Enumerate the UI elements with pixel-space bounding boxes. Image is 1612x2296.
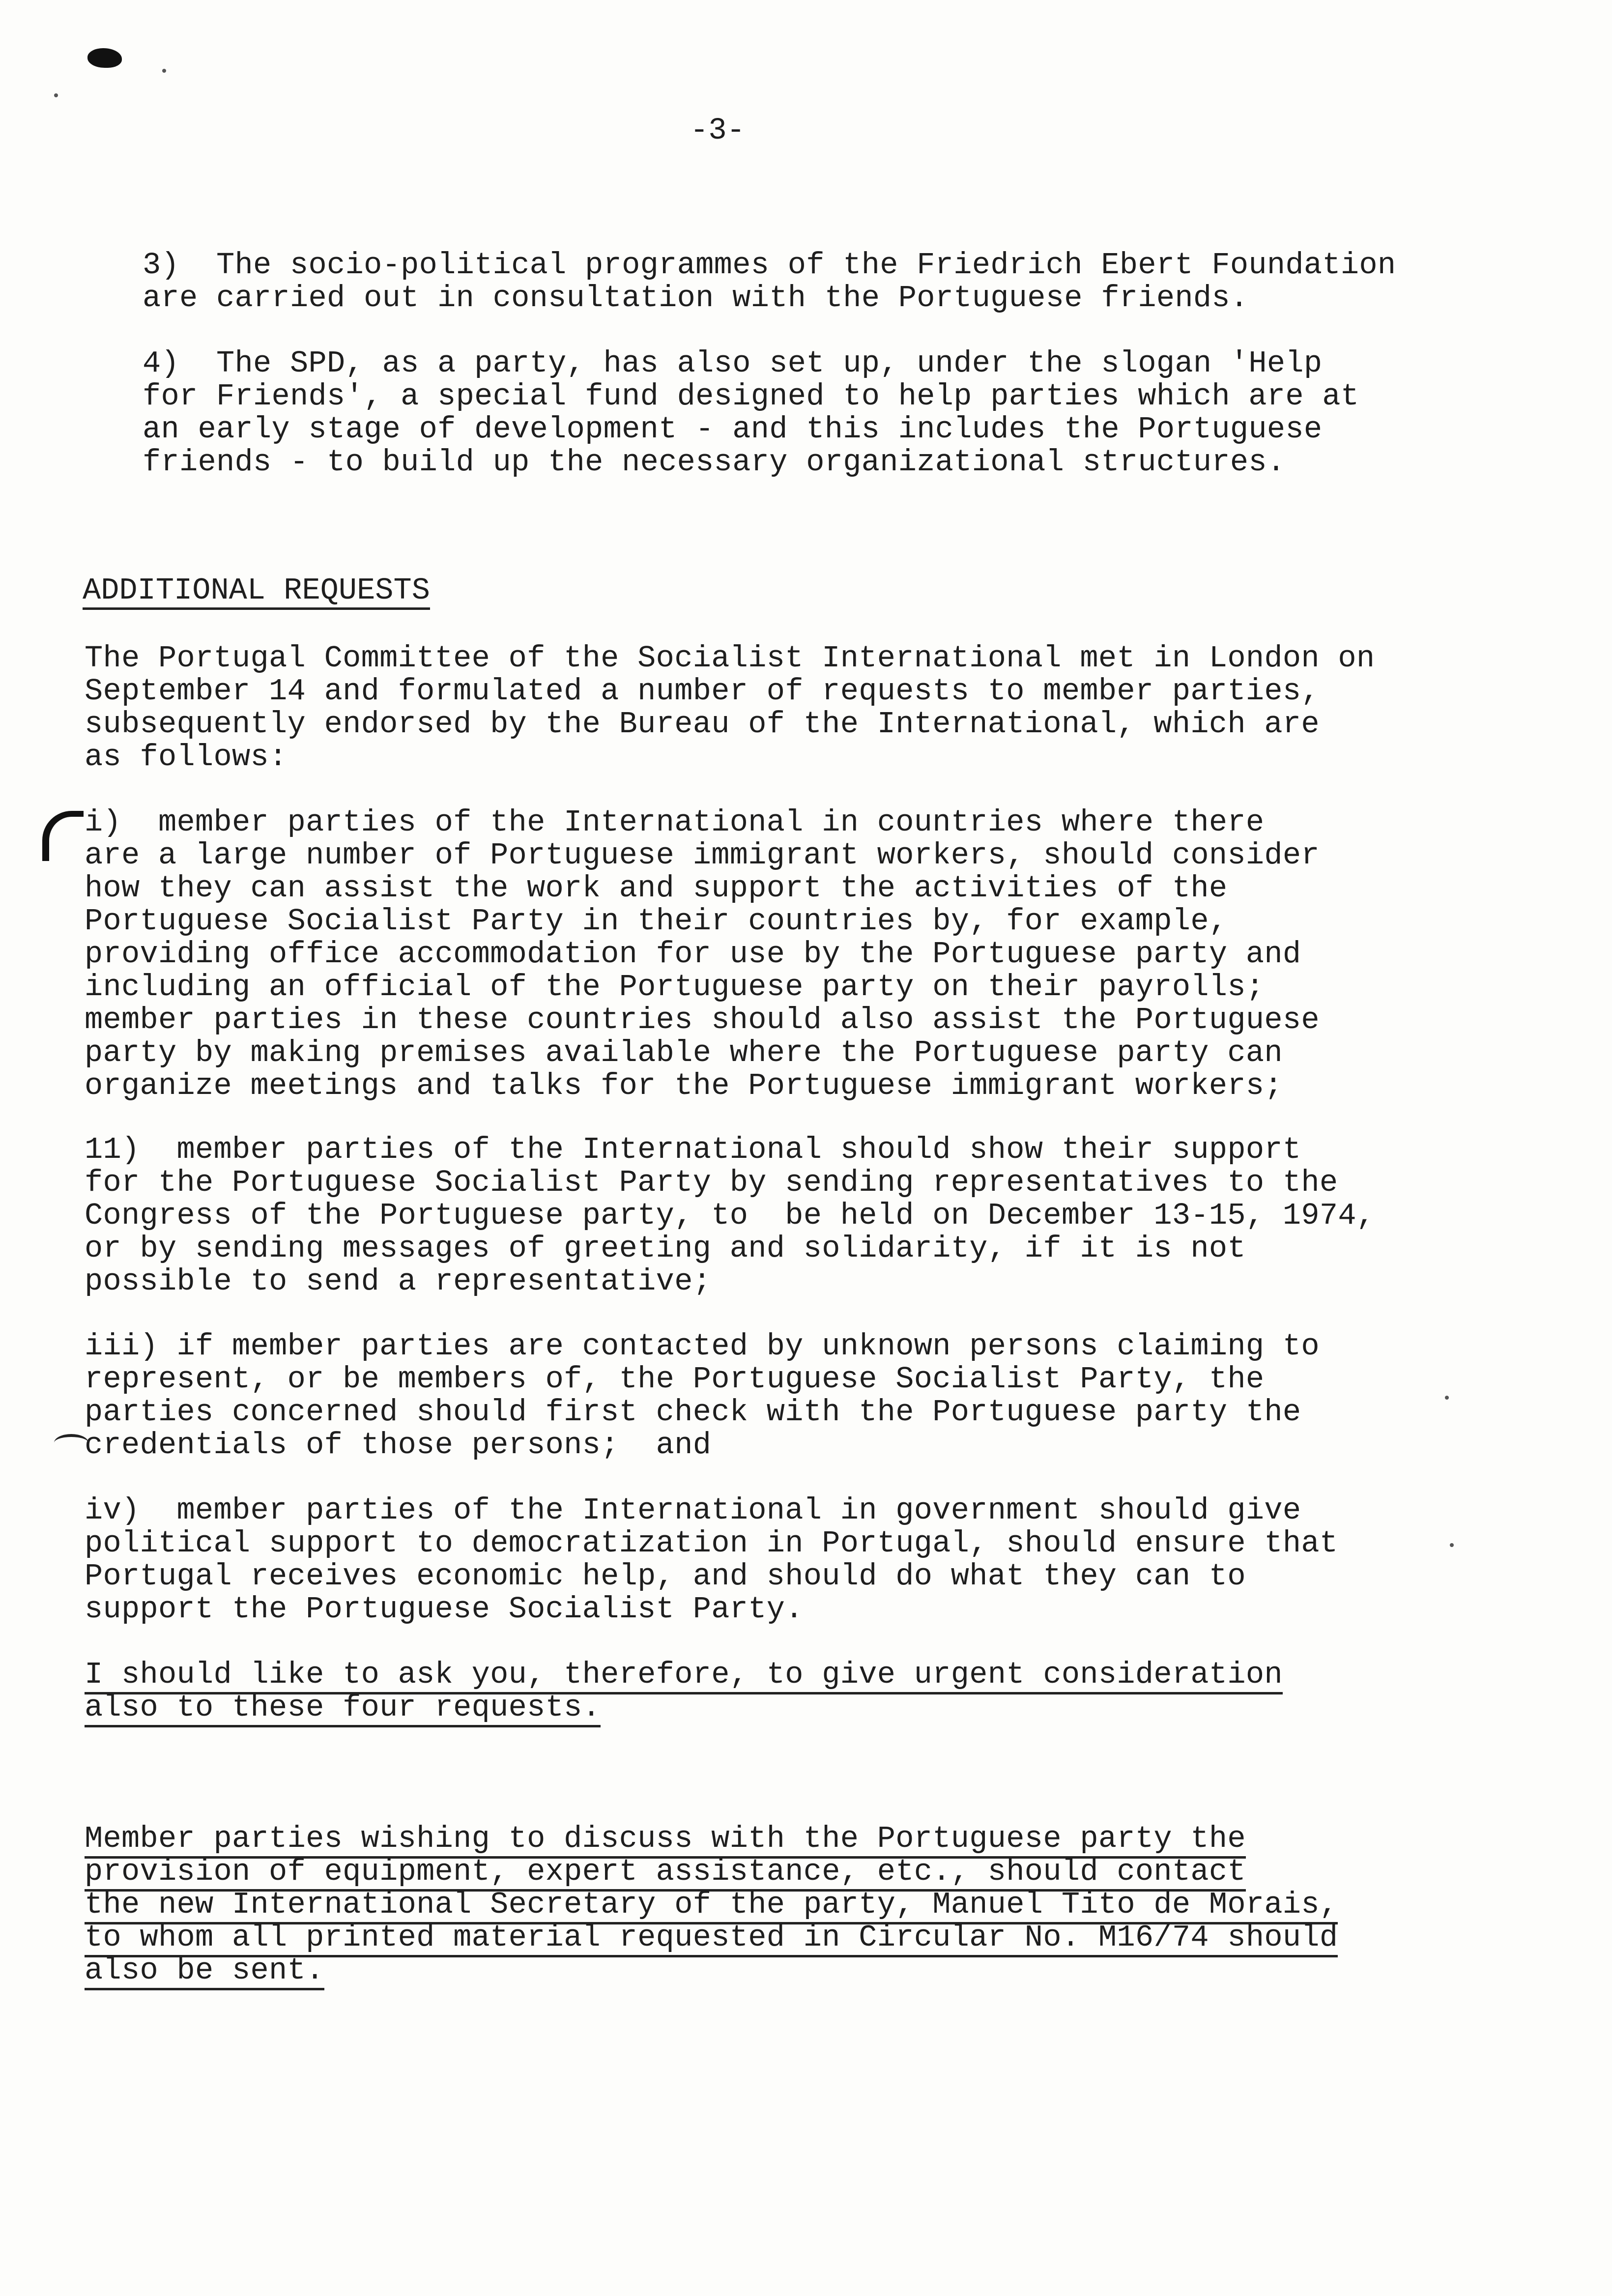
text-line [85,1658,1283,1691]
text-line [85,872,1320,905]
consideration-paragraph [85,1658,1283,1724]
text-line-content: The Portugal Committee of the Socialist International met in London on [85,641,1375,676]
text-line-content: or by sending messages of greeting and solidarity, if it is not [85,1231,1246,1266]
text-line [85,905,1320,938]
page-number: -3- [690,113,745,148]
request-iv [85,1494,1338,1626]
text-line [85,1069,1320,1102]
paragraph-4 [143,347,1359,479]
text-line-content: to whom all printed material requested in Circular No. M16/74 should [85,1920,1338,1957]
text-line [143,446,1359,479]
text-line [85,708,1375,741]
text-line-content: as follows: [85,740,288,775]
text-line-content: represent, or be members of, the Portuguese Socialist Party, the [85,1362,1265,1397]
text-line-content: friends - to build up the necessary organizational structures. [143,445,1286,480]
text-line-content: providing office accommodation for use by the Portuguese party and [85,937,1301,972]
ink-blot-mark [87,48,122,68]
text-line-content: parties concerned should first check with the Portuguese party the [85,1395,1301,1430]
text-line-content: iv) member parties of the International in government should give [85,1493,1301,1528]
speck-mark [1445,1396,1449,1400]
text-line [85,741,1375,774]
text-line-content: Member parties wishing to discuss with the Portuguese party the [85,1821,1246,1859]
text-line [85,642,1375,675]
text-line [85,1363,1320,1396]
request-iii [85,1330,1320,1462]
text-line-content: Portuguese Socialist Party in their countries by, for example, [85,904,1228,939]
text-line-content: political support to democratization in Portugal, should ensure that [85,1526,1338,1561]
text-line-content: Portugal receives economic help, and should do what they can to [85,1559,1246,1594]
text-line [85,1396,1320,1429]
text-line [85,1494,1338,1527]
text-line-content: I should like to ask you, therefore, to give urgent consideration [85,1657,1283,1694]
text-line [143,380,1359,413]
text-line [85,1691,1283,1724]
text-line-content: are carried out in consultation with the Portuguese friends. [143,281,1249,316]
text-line-content: also be sent. [85,1953,324,1990]
text-line [85,806,1320,839]
text-line-content: i) member parties of the International in countries where there [85,805,1265,840]
text-line-content: an early stage of development - and this includes the Portuguese [143,412,1323,447]
text-line-content: the new International Secretary of the party, Manuel Tito de Morais, [85,1887,1338,1924]
text-line-content: provision of equipment, expert assistance, etc., should contact [85,1854,1246,1892]
text-line [85,1888,1338,1921]
text-line [143,282,1396,315]
text-line-content: 11) member parties of the International should show their support [85,1132,1301,1167]
text-line [85,1921,1338,1954]
closing-paragraph [85,1822,1338,1987]
text-line-content: credentials of those persons; and [85,1428,712,1463]
text-line [85,938,1320,971]
text-line [85,839,1320,872]
text-line-content: September 14 and formulated a number of requests to member parties, [85,674,1320,709]
text-line-content: support the Portuguese Socialist Party. [85,1592,804,1627]
text-line-content: including an official of the Portuguese party on their payrolls; [85,970,1265,1004]
handwritten-curve-mark [54,1434,88,1452]
text-line [85,675,1375,708]
text-line-content: subsequently endorsed by the Bureau of the International, which are [85,707,1320,742]
text-line-content: also to these four requests. [85,1690,601,1727]
text-line [143,413,1359,446]
text-line [85,1527,1338,1560]
text-line-content: for the Portuguese Socialist Party by sending representatives to the [85,1165,1338,1200]
text-line [143,347,1359,380]
text-line [85,1166,1375,1199]
text-line-content: Congress of the Portuguese party, to be held on December 13-15, 1974, [85,1198,1375,1233]
text-line-content: 3) The socio-political programmes of the Friedrich Ebert Foundation [143,248,1396,283]
section-heading: ADDITIONAL REQUESTS [83,574,430,610]
text-line [85,1855,1338,1888]
intro-paragraph [85,642,1375,774]
request-ii [85,1133,1375,1298]
text-line-content: iii) if member parties are contacted by unknown persons claiming to [85,1329,1320,1364]
text-line [85,1560,1338,1593]
text-line [85,1954,1338,1987]
text-line-content: organize meetings and talks for the Portuguese immigrant workers; [85,1068,1283,1103]
speck-mark [162,69,166,73]
text-line [85,1429,1320,1462]
speck-mark [54,93,58,97]
text-line [85,1822,1338,1855]
text-line-content: are a large number of Portuguese immigrant workers, should consider [85,838,1320,873]
text-line-content: for Friends', a special fund designed to help parties which are at [143,379,1359,414]
text-line [143,249,1396,282]
text-line [85,971,1320,1004]
text-line-content: party by making premises available where the Portuguese party can [85,1035,1283,1070]
request-i [85,806,1320,1102]
text-line [85,1036,1320,1069]
text-line-content: 4) The SPD, as a party, has also set up, under the slogan 'Help [143,346,1323,381]
text-line-content: possible to send a representative; [85,1264,712,1299]
text-line [85,1330,1320,1363]
text-line [85,1004,1320,1036]
text-line-content: member parties in these countries should also assist the Portuguese [85,1003,1320,1037]
text-line [85,1593,1338,1626]
text-line [85,1232,1375,1265]
text-line [85,1133,1375,1166]
paragraph-3 [143,249,1396,315]
text-line [85,1199,1375,1232]
text-line [85,1265,1375,1298]
text-line-content: how they can assist the work and support the activities of the [85,871,1228,906]
speck-mark [1450,1543,1454,1547]
handwritten-bracket-mark [42,811,84,861]
